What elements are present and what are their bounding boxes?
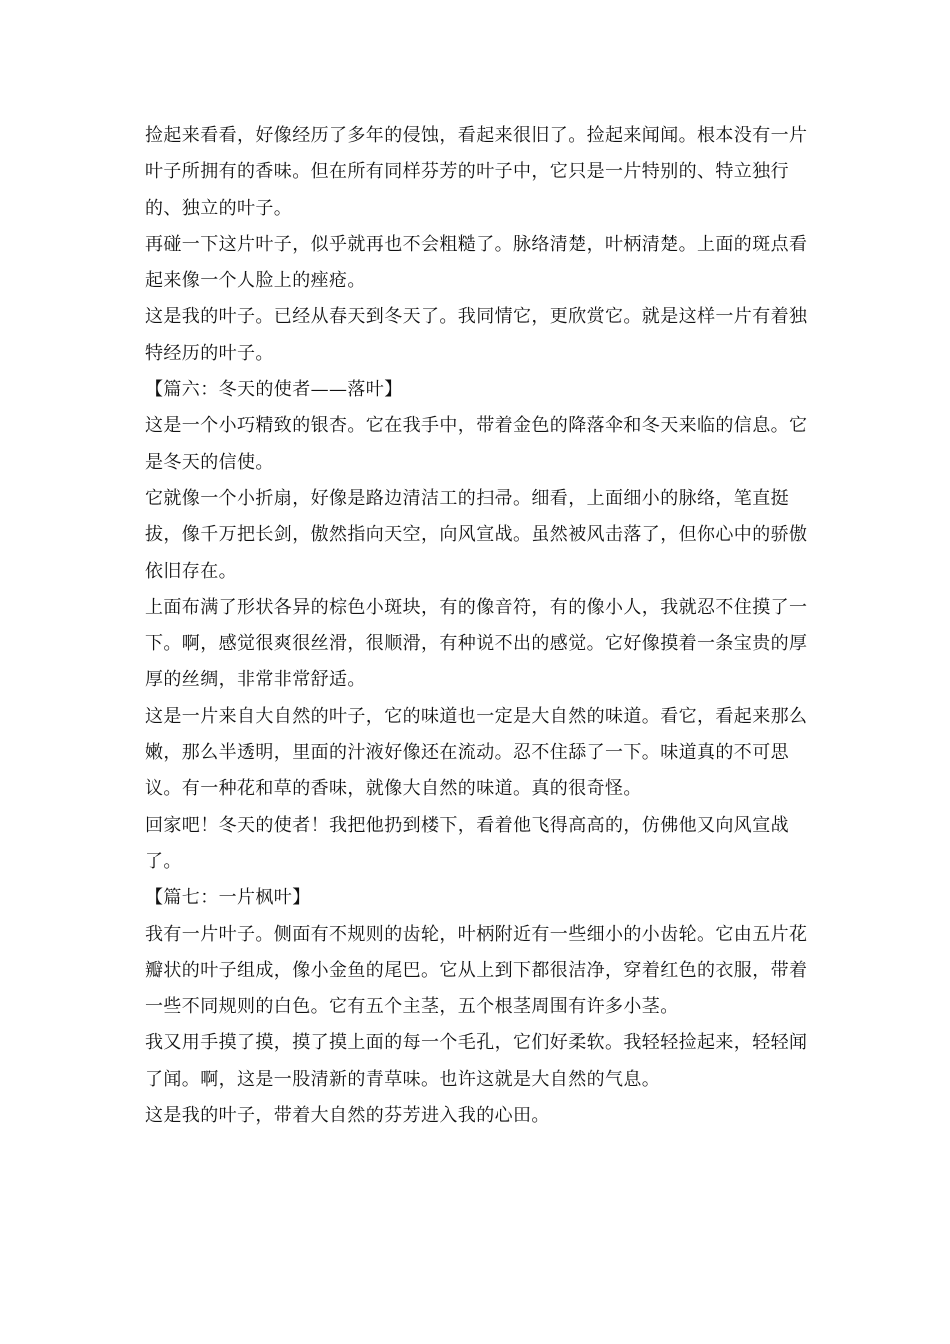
paragraph: 这是我的叶子。已经从春天到冬天了。我同情它，更欣赏它。就是这样一片有着独特经历的叶子。 [145,306,808,364]
paragraph: 回家吧！冬天的使者！我把他扔到楼下，看着他飞得高高的，仿佛他又向风宣战了。 [145,814,789,872]
paragraph: 这是一个小巧精致的银杏。它在我手中，带着金色的降落伞和冬天来临的信息。它是冬天的信使。 [145,415,808,473]
section-heading-part-seven: 【篇七：一片枫叶】 [145,887,311,909]
paragraph: 这是一片来自大自然的叶子，它的味道也一定是大自然的味道。看它，看起来那么嫩，那么半透明，里面的汁液好像还在流动。忍不住舔了一下。味道真的不可思议。有一种花和草的香味，就像大自然的味道。真的很奇怪。 [145,705,808,800]
document-body [145,118,813,1134]
paragraph: 这是我的叶子，带着大自然的芬芳进入我的心田。 [145,1105,550,1127]
paragraph: 它就像一个小折扇，好像是路边清洁工的扫帚。细看，上面细小的脉络，笔直挺拔，像千万把长剑，傲然指向天空，向风宣战。虽然被风击落了，但你心中的骄傲依旧存在。 [145,487,808,582]
section-heading-part-six: 【篇六：冬天的使者——落叶】 [145,379,403,401]
paragraph: 再碰一下这片叶子，似乎就再也不会粗糙了。脉络清楚，叶柄清楚。上面的斑点看起来像一个人脸上的痤疮。 [145,233,808,292]
paragraph: 捡起来看看，好像经历了多年的侵蚀，看起来很旧了。捡起来闻闻。根本没有一片叶子所拥有的香味。但在所有同样芬芳的叶子中，它只是一片特别的、特立独行的、独立的叶子。 [145,125,808,219]
paragraph: 我又用手摸了摸，摸了摸上面的每一个毛孔，它们好柔软。我轻轻捡起来，轻轻闻了闻。啊，这是一股清新的青草味。也许这就是大自然的气息。 [145,1032,808,1090]
paragraph: 我有一片叶子。侧面有不规则的齿轮，叶柄附近有一些细小的小齿轮。它由五片花瓣状的叶子组成，像小金鱼的尾巴。它从上到下都很洁净，穿着红色的衣服，带着一些不同规则的白色。它有五个主茎，五个根茎周围有许多小茎。 [145,923,808,1018]
paragraph: 上面布满了形状各异的棕色小斑块，有的像音符，有的像小人，我就忍不住摸了一下。啊，感觉很爽很丝滑，很顺滑，有种说不出的感觉。它好像摸着一条宝贵的厚厚的丝绸，非常非常舒适。 [145,596,808,691]
